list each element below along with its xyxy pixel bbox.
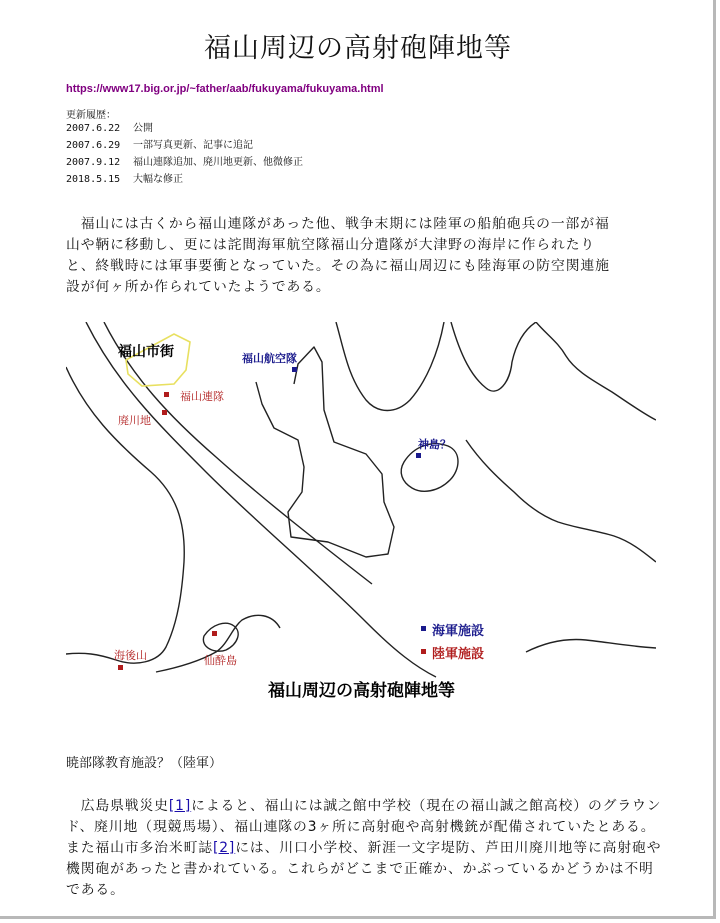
senzui-marker	[212, 631, 217, 636]
section-text: 広島県戦災史	[66, 798, 169, 814]
map-title: 福山周辺の高射砲陣地等	[268, 681, 455, 701]
city-label: 福山市街	[118, 344, 174, 360]
section-paragraph	[66, 796, 666, 901]
legend-army-marker	[421, 649, 426, 654]
history-date: 2018.5.15	[66, 174, 121, 185]
haisen-label: 廃川地	[118, 414, 151, 427]
area-map	[66, 322, 656, 712]
jinshima-label: 神島？	[418, 438, 451, 451]
intro-line: と、終戦時には軍事要衝となっていた。その為に福山周辺にも陸海軍の防空関連施	[66, 258, 610, 274]
haisen-marker	[162, 410, 167, 415]
history-list	[66, 124, 303, 192]
section-text: には、川口小学校、新涯一文字堤防、芦田川廃川地等に高射砲や機関砲があったと書かれている。これらがどこまで正確か、かぶっているかどうかは不明である。	[66, 840, 662, 898]
history-text: 公開	[133, 123, 153, 134]
section-heading: 暁部隊教育施設？（陸軍）	[66, 756, 223, 771]
reference-link-1[interactable]: [1]	[168, 798, 192, 814]
history-date: 2007.6.29	[66, 140, 121, 151]
city-outline	[126, 334, 190, 386]
map-coastlines	[66, 322, 656, 677]
intro-line: 福山には古くから福山連隊があった他、戦争末期には陸軍の船舶砲兵の一部が福	[66, 216, 610, 232]
kaigo-label: 海後山	[114, 649, 147, 662]
legend-navy-marker	[421, 626, 426, 631]
senzui-label: 仙酔島	[204, 654, 237, 667]
history-item	[66, 158, 303, 175]
intro-line: 山や鞆に移動し、更には詫間海軍航空隊福山分遣隊が大津野の海岸に作られたり	[66, 237, 596, 253]
history-text: 大幅な修正	[133, 174, 183, 185]
reference-link-2[interactable]: [2]	[212, 840, 236, 856]
airbase-marker	[292, 367, 297, 372]
page-title: 福山周辺の高射砲陣地等	[204, 33, 512, 64]
map-legend	[421, 623, 484, 662]
history-item	[66, 175, 303, 192]
intro-paragraph	[66, 214, 666, 298]
airbase-label: 福山航空隊	[242, 352, 297, 365]
history-date: 2007.6.22	[66, 123, 121, 134]
kaigo-marker	[118, 665, 123, 670]
legend-army-label: 陸軍施設	[432, 647, 485, 662]
regiment-label: 福山連隊	[180, 390, 224, 403]
history-heading: 更新履歴：	[66, 110, 116, 121]
intro-line: 設が何ヶ所か作られていたようである。	[66, 279, 331, 295]
history-date: 2007.9.12	[66, 157, 121, 168]
history-item	[66, 141, 303, 158]
jinshima-marker	[416, 453, 421, 458]
history-text: 一部写真更新、記事に追記	[133, 140, 253, 151]
page-url-link[interactable]: https://www17.big.or.jp/~father/aab/fukuyama/fukuyama.html	[66, 83, 384, 95]
history-text: 福山連隊追加、廃川地更新、他微修正	[133, 157, 303, 168]
history-item	[66, 124, 303, 141]
section-text: によると、福山には誠之館中学校（現在の福山誠之館高校）のグラウンド、廃川地（現競馬場）、福山連隊の3ヶ所に高射砲や高射機銃が配備されていたとある。また福山市多治米町誌	[66, 798, 662, 856]
regiment-marker	[164, 392, 169, 397]
legend-navy-label: 海軍施設	[432, 624, 485, 639]
